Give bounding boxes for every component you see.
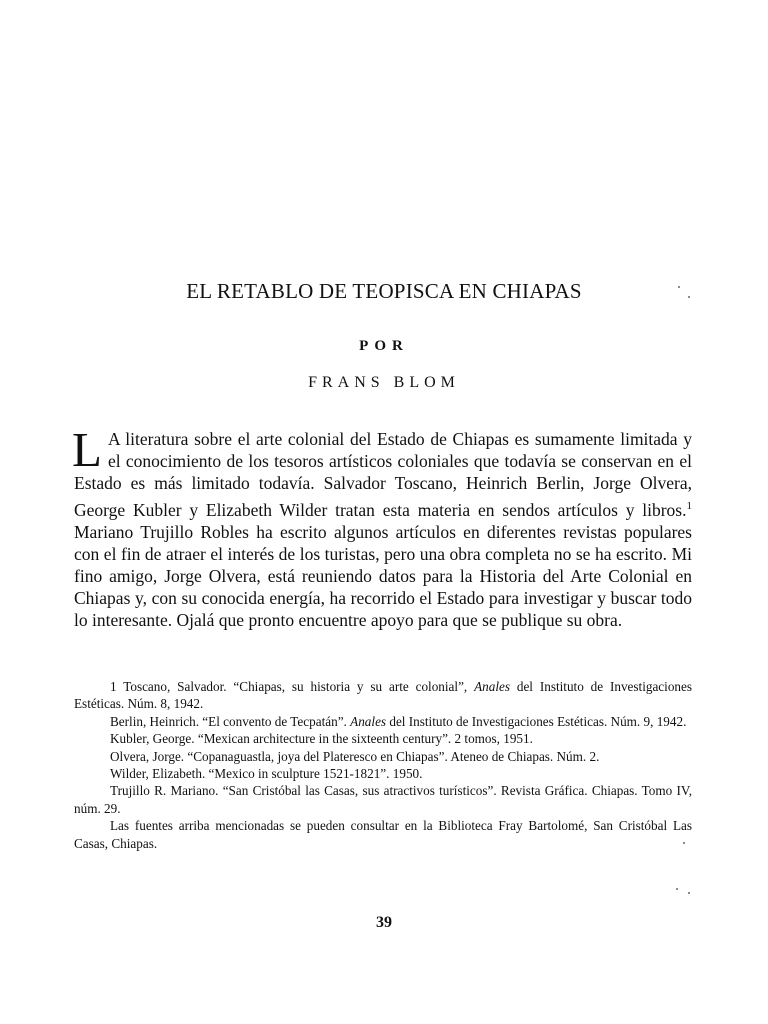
- scan-speck: [688, 892, 690, 894]
- footnote-italic: Anales: [350, 713, 387, 729]
- body-paragraph: [72, 422, 692, 632]
- article-title: EL RETABLO DE TEOPISCA EN CHIAPAS: [186, 279, 582, 303]
- drop-cap: L: [72, 422, 102, 477]
- paragraph-text: A literatura sobre el arte colonial del Estado de Chiapas es sumamente limitada y el conocimiento de los tesoros artísticos coloniales que todavía se conservan en el Estado es más limitado todavía. Salvador Toscano, Heinrich Berlin, Jorge Olvera, George Kubler y Elizabeth Wilder tratan esta materia en sendos artículos y libros.: [74, 429, 692, 520]
- byline-author: FRANS BLOM: [308, 374, 460, 391]
- byline-por: POR: [359, 338, 409, 354]
- scan-speck: [683, 842, 685, 844]
- scan-speck: [678, 286, 680, 288]
- footnote-2: [74, 713, 692, 730]
- footnote-text: Kubler, George. “Mexican architecture in the sixteenth century”. 2 tomos, 1951.: [110, 731, 533, 747]
- footnote-ref: 1: [686, 499, 692, 512]
- footnote-block: [74, 678, 692, 852]
- footnote-italic: Anales: [474, 679, 510, 694]
- scan-speck: [676, 888, 678, 890]
- footnote-text: Berlin, Heinrich. “El convento de Tecpatán”.: [110, 713, 351, 729]
- footnote-4: [74, 748, 692, 765]
- footnote-text: del Instituto de Investigaciones Estéticas. Núm. 8, 1942.: [74, 679, 692, 712]
- footnote-7: [74, 817, 692, 852]
- paragraph-text-cont: Mariano Trujillo Robles ha escrito algunos artículos en diferentes revistas populares con el fin de atraer el interés de los turistas, pero una obra completa no se ha escrito. Mi fino amigo, Jorge Olvera, está reuniendo datos para la Historia del Arte Colonial en Chiapas y, con su conocida energía, ha recorrido el Estado para investigar y buscar todo lo interesante. Ojalá que pronto encuentre apoyo para que se publique su obra.: [74, 521, 692, 631]
- footnote-text: Olvera, Jorge. “Copanaguastla, joya del Plateresco en Chiapas”. Ateneo de Chiapas. Núm. 2.: [110, 748, 600, 764]
- footnote-5: [74, 765, 692, 782]
- footnote-6: [74, 782, 692, 817]
- footnote-text: del Instituto de Investigaciones Estéticas. Núm. 9, 1942.: [386, 713, 687, 729]
- footnote-1: [74, 678, 692, 713]
- page-number: 39: [376, 914, 392, 931]
- footnote-text: Wilder, Elizabeth. “Mexico in sculpture 1521-1821”. 1950.: [110, 766, 423, 782]
- footnote-3: [74, 730, 692, 747]
- footnote-text: Las fuentes arriba mencionadas se pueden consultar en la Biblioteca Fray Bartolomé, San Cristóbal Las Casas, Chiapas.: [74, 818, 692, 851]
- scan-speck: [688, 296, 690, 298]
- footnote-text: Trujillo R. Mariano. “San Cristóbal las Casas, sus atractivos turísticos”. Revista Gráfica. Chiapas. Tomo IV, núm. 29.: [74, 783, 692, 816]
- footnote-text: 1 Toscano, Salvador. “Chiapas, su historia y su arte colonial”,: [110, 679, 475, 694]
